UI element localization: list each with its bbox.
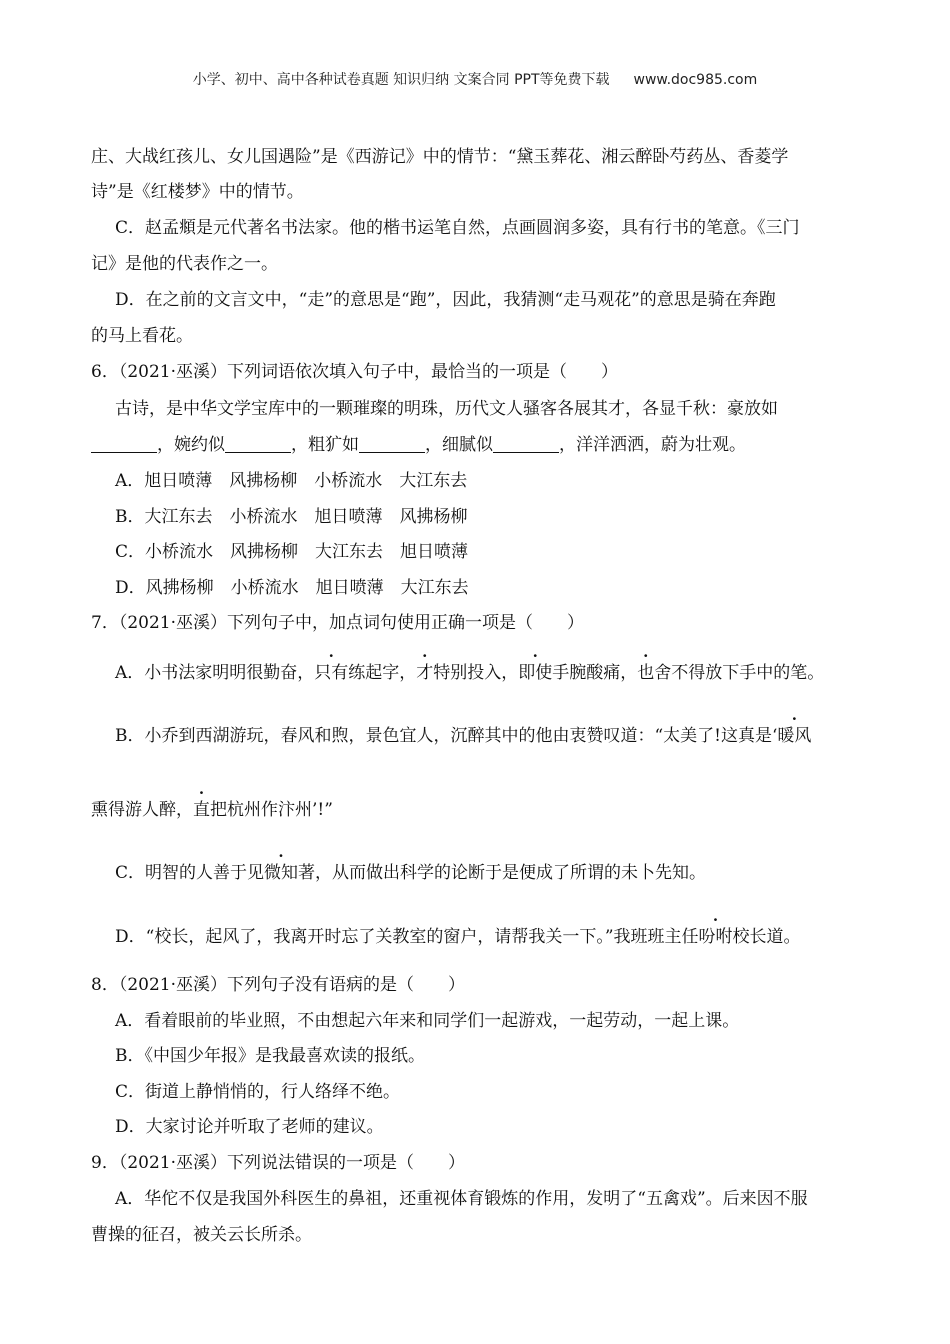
q7-a-text5: 舍不得放下手中的笔。: [654, 663, 825, 683]
q5-b-line2: 诗”是《红楼梦》中的情节。: [91, 182, 304, 202]
q6-option-d: D．风拂杨柳 小桥流水 旭日喷薄 大江东去: [115, 578, 469, 598]
q6-text-d: ，洋洋洒洒，蔚为壮观。: [559, 435, 746, 455]
q7-option-a: [115, 661, 824, 685]
q6-text-b: ，粗犷如: [291, 435, 359, 455]
header-text: 小学、初中、高中各种试卷真题 知识归纳 文案合同 PPT等免费下载: [192, 72, 610, 88]
q5-option-d-line2: 的马上看花。: [91, 326, 193, 346]
q7-option-b-line2: [91, 798, 333, 822]
q7-b-text2: ’!”: [312, 800, 333, 820]
q7-option-d: [115, 925, 801, 949]
q8-option-a: A．看着眼前的毕业照，不由想起六年来和同学们一起游戏，一起劳动，一起上课。: [115, 1011, 740, 1031]
dotted-word: 见微知著: [247, 863, 316, 883]
q6-option-c: C．小桥流水 风拂杨柳 大江东去 旭日喷薄: [115, 542, 469, 562]
page-header: [0, 69, 950, 89]
header-url[interactable]: www.doc985.com: [633, 72, 758, 88]
q7-a-text4: 手腕酸痛，: [552, 663, 638, 683]
dotted-word: 才: [416, 663, 434, 683]
q5-b-line1: 庄、大战红孩儿、女儿国遇险”是《西游记》中的情节：“黛玉葬花、湘云醉卧芍药丛、香菱学: [91, 147, 789, 167]
q5-option-c-line2: 记》是他的代表作之一。: [91, 254, 278, 274]
q7-option-b-line1: [115, 724, 811, 748]
q7-a-text3: 特别投入，: [433, 663, 519, 683]
q6-text-c: ，细腻似: [425, 435, 493, 455]
q7-c-text1: C．明智的人善于: [115, 863, 248, 883]
q9-option-a-line1: A．华佗不仅是我国外科医生的鼻祖，还重视体育锻炼的作用，发明了“五禽戏”。后来因不服: [115, 1189, 808, 1209]
q8-option-c: C．街道上静悄悄的，行人络绎不绝。: [115, 1082, 401, 1102]
q8-option-b: B．《中国少年报》是我最喜欢读的报纸。: [115, 1046, 425, 1066]
dotted-word: 即使: [518, 663, 553, 683]
dotted-word: 也: [637, 663, 655, 683]
q6-text-a: ，婉约似: [157, 435, 225, 455]
dotted-word: 只有: [314, 663, 349, 683]
q7-d-text2: 校长道。: [732, 927, 801, 947]
q6-stem: 6．（2021·巫溪）下列词语依次填入句子中，最恰当的一项是（ ）: [91, 362, 618, 382]
blank-3[interactable]: [359, 434, 425, 453]
dotted-word: . 熏得游人醉，直把杭州作汴州: [91, 798, 312, 822]
q7-c-text2: ，从而做出科学的论断于是便成了所谓的未卜先知。: [315, 863, 707, 883]
q8-stem: 8．（2021·巫溪）下列句子没有语病的是（ ）: [91, 975, 465, 995]
q6-option-b: B．大江东去 小桥流水 旭日喷薄 风拂杨柳: [115, 507, 468, 527]
q7-a-text2: 练起字，: [348, 663, 417, 683]
q9-option-a-line2: 曹操的征召，被关云长所杀。: [91, 1225, 312, 1245]
q7-a-text1: A．小书法家明明很勤奋，: [115, 663, 315, 683]
q9-stem: 9．（2021·巫溪）下列说法错误的一项是（ ）: [91, 1153, 465, 1173]
q7-b-text1: B．小乔到西湖游玩，春风和煦，景色宜人，沉醉其中的他由衷赞叹道：“太美了!这真是‘: [115, 726, 778, 746]
q6-passage-line1: 古诗，是中华文学宝库中的一颗璀璨的明珠，历代文人骚客各展其才，各显千秋：豪放如: [115, 399, 778, 419]
blank-2[interactable]: [225, 434, 291, 453]
blank-4[interactable]: [493, 434, 559, 453]
dotted-word: 吩咐: [698, 927, 733, 947]
q8-option-d: D．大家讨论并听取了老师的建议。: [115, 1117, 384, 1137]
q7-d-text1: D．“校长，起风了，我离开时忘了关教室的窗户，请帮我关一下。”我班班主任: [115, 927, 699, 947]
dotted-word: 暖风: [777, 726, 812, 746]
q5-option-d-line1: D．在之前的文言文中，“走”的意思是“跑”，因此，我猜测“走马观花”的意思是骑在奔跑: [115, 290, 776, 310]
q5-option-c-line1: C．赵孟頫是元代著名书法家。他的楷书运笔自然，点画圆润多姿，具有行书的笔意。《三门: [115, 218, 800, 238]
q6-option-a: A．旭日喷薄 风拂杨柳 小桥流水 大江东去: [115, 471, 468, 491]
q6-passage-line2: [91, 433, 746, 457]
q7-stem: 7．（2021·巫溪）下列句子中，加点词句使用正确一项是（ ）: [91, 613, 584, 633]
q7-option-c: [115, 861, 706, 885]
blank-1[interactable]: [91, 434, 157, 453]
